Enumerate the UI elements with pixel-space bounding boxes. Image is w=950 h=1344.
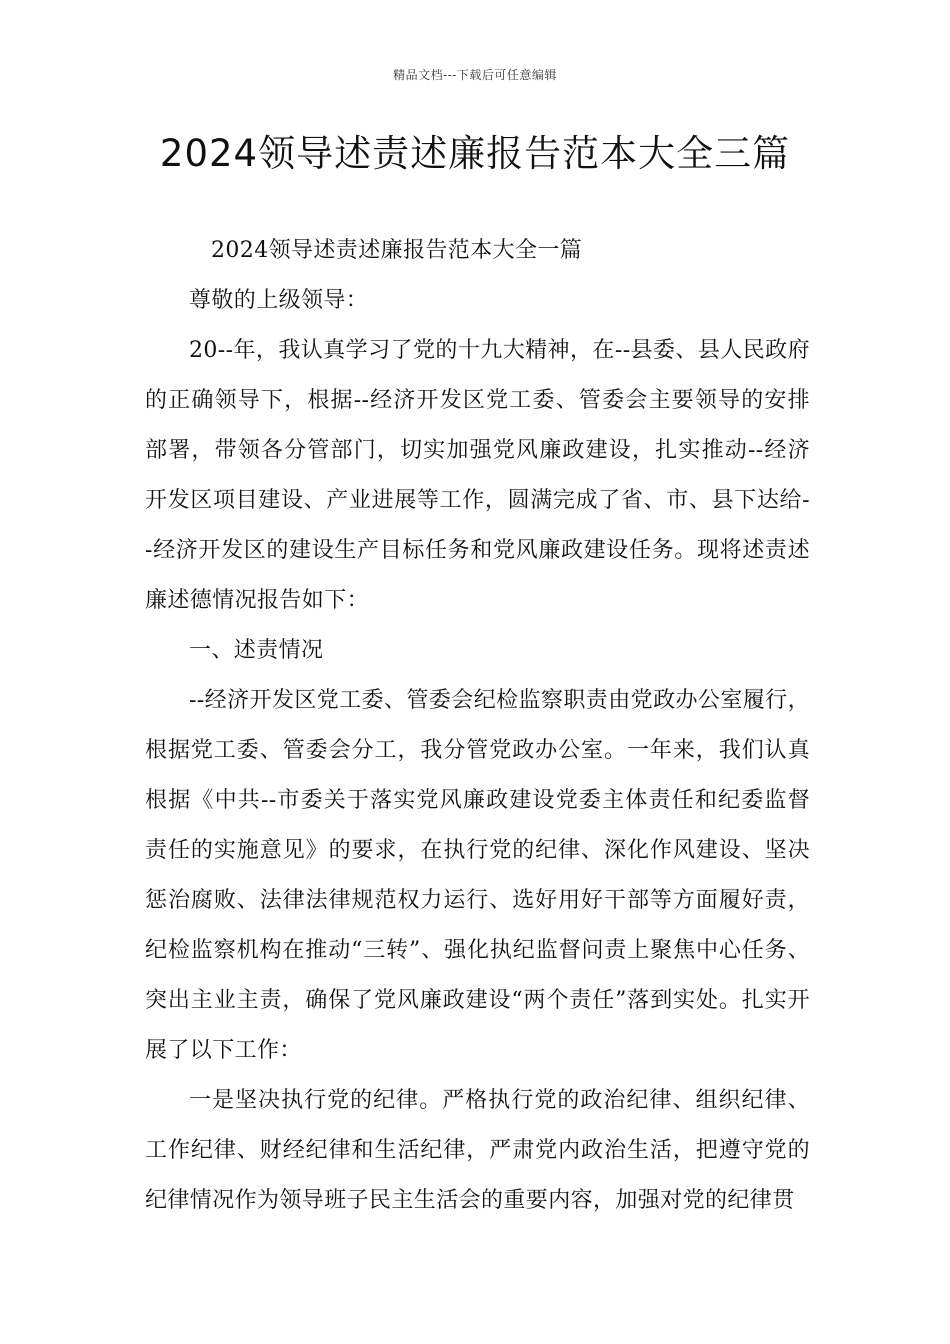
paragraph-intro: 20--年，我认真学习了党的十九大精神，在--县委、县人民政府的正确领导下，根据--经济开发区党工委、管委会主要领导的安排部署，带领各分管部门，切实加强党风廉政建设，扎实推动--经济开发区项目建设、产业进展等工作，圆满完成了省、市、县下达给--经济开发区的建设生产目标任务和党风廉政建设任务。现将述责述廉述德情况报告如下：: [145, 338, 810, 613]
document-body: [145, 226, 810, 1226]
section-heading: 一、述责情况: [189, 638, 324, 663]
paragraph-discipline: 一是坚决执行党的纪律。严格执行党的政治纪律、组织纪律、工作纪律、财经纪律和生活纪律，严肃党内政治生活，把遵守党的纪律情况作为领导班子民主生活会的重要内容，加强对党的纪律贯: [145, 1088, 810, 1213]
header-note: 精品文档---下载后可任意编辑: [393, 68, 557, 82]
section-subtitle: 2024领导述责述廉报告范本大全一篇: [211, 238, 583, 263]
document-title: 2024领导述责述廉报告范本大全三篇: [159, 132, 791, 175]
paragraph-responsibility: --经济开发区党工委、管委会纪检监察职责由党政办公室履行，根据党工委、管委会分工，我分管党政办公室。一年来，我们认真根据《中共--市委关于落实党风廉政建设党委主体责任和纪委监督责任的实施意见》的要求，在执行党的纪律、深化作风建设、坚决惩治腐败、法律法律规范权力运行、选好用好干部等方面履好责，纪检监察机构在推动“三转”、强化执纪监督问责上聚焦中心任务、突出主业主责，确保了党风廉政建设“两个责任”落到实处。扎实开展了以下工作：: [145, 688, 810, 1063]
salutation: 尊敬的上级领导：: [189, 288, 369, 313]
